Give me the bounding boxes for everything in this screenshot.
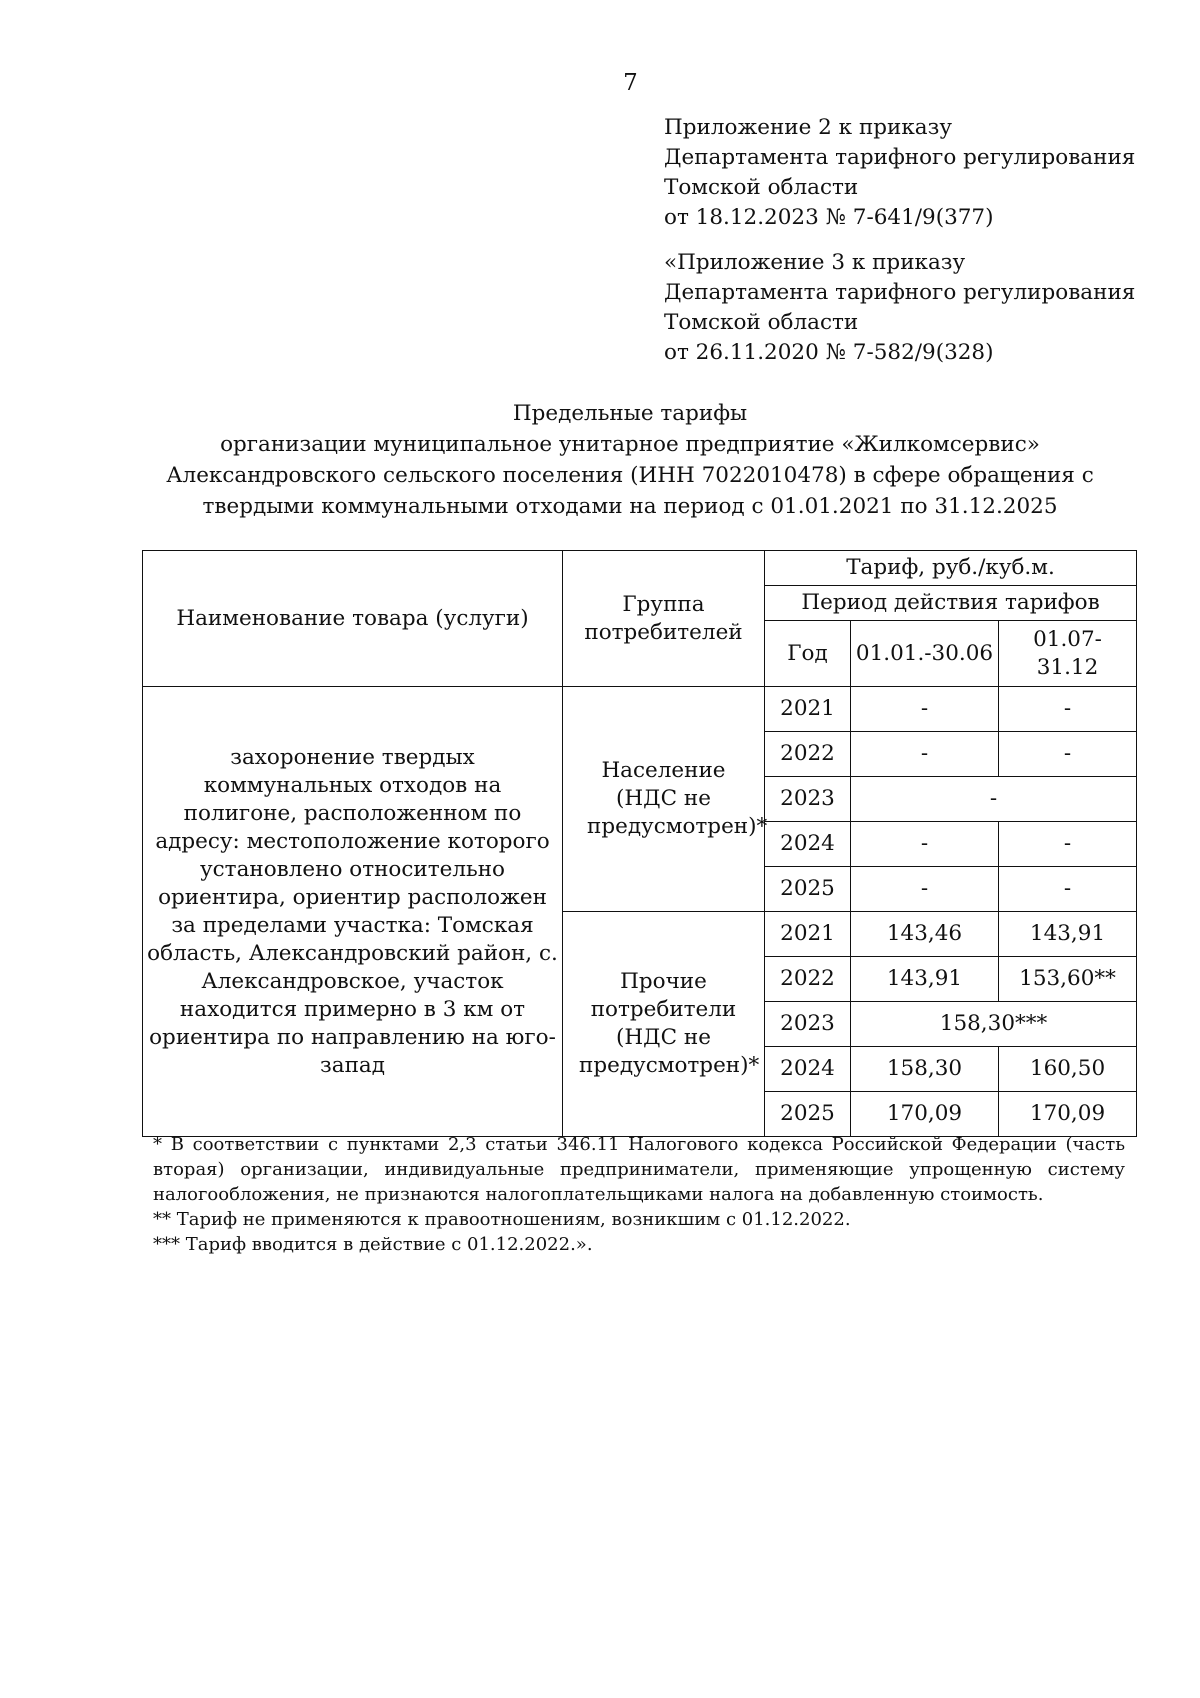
- tariff-cell: -: [851, 687, 999, 732]
- tariff-cell: -: [999, 732, 1137, 777]
- year-cell: 2023: [765, 777, 851, 822]
- appendix-line: Департамента тарифного регулирования: [664, 280, 1136, 305]
- appendix-line: Томской области: [664, 175, 859, 200]
- tariff-cell: -: [851, 822, 999, 867]
- year-cell: 2021: [765, 912, 851, 957]
- tariff-cell: 170,09: [851, 1092, 999, 1137]
- service-name: захоронение твердых коммунальных отходов на полигоне, расположенном по адресу: местоположение которого установлено относительно ориентира, ориентир расположен за пределами участка: Томская область, Александровский район, с. Александровское, участок находится примерно в 3 км от ориентира по направлению на юго-запад: [143, 687, 563, 1137]
- tariff-cell: -: [851, 732, 999, 777]
- tariff-cell-merged: -: [851, 777, 1137, 822]
- tariff-cell: 143,91: [999, 912, 1137, 957]
- appendix-line: Томской области: [664, 310, 859, 335]
- year-cell: 2022: [765, 732, 851, 777]
- footnotes: [153, 1132, 1125, 1257]
- appendix-line: Департамента тарифного регулирования: [664, 145, 1136, 170]
- footnote: *** Тариф вводится в действие с 01.12.2022.».: [153, 1234, 593, 1255]
- tariff-cell: 143,91: [851, 957, 999, 1002]
- tariff-cell: 160,50: [999, 1047, 1137, 1092]
- footnote: * В соответствии с пунктами 2,3 статьи 346.11 Налогового кодекса Российской Федерации (часть вторая) организации, индивидуальные предприниматели, применяющие упрощенную систему налогообложения, не признаются налогоплательщиками налога на добавленную стоимость.: [153, 1134, 1125, 1205]
- appendix-current: [664, 113, 1135, 233]
- year-cell: 2024: [765, 822, 851, 867]
- appendix-line: от 26.11.2020 № 7-582/9(328): [664, 340, 994, 365]
- appendix-line: «Приложение 3 к приказу: [664, 250, 966, 275]
- tariff-cell: 158,30: [851, 1047, 999, 1092]
- appendix-line: Приложение 2 к приказу: [664, 115, 953, 140]
- year-cell: 2025: [765, 1092, 851, 1137]
- title-line: Александровского сельского поселения (ИНН 7022010478) в сфере обращения с: [166, 463, 1094, 488]
- year-cell: 2022: [765, 957, 851, 1002]
- year-cell: 2024: [765, 1047, 851, 1092]
- title-line: организации муниципальное унитарное предприятие «Жилкомсервис»: [220, 432, 1040, 457]
- tariff-cell: -: [851, 867, 999, 912]
- header-half1: 01.01.-30.06: [851, 621, 999, 687]
- title-line: твердыми коммунальными отходами на период с 01.01.2021 по 31.12.2025: [202, 494, 1058, 519]
- year-cell: 2025: [765, 867, 851, 912]
- tariff-cell: 170,09: [999, 1092, 1137, 1137]
- group-population: Население (НДС не предусмотрен)*: [563, 687, 765, 912]
- tariff-table: [142, 550, 1137, 1137]
- group-other: Прочие потребители (НДС не предусмотрен)*: [563, 912, 765, 1137]
- tariff-cell-merged: 158,30***: [851, 1002, 1137, 1047]
- header-service: Наименование товара (услуги): [143, 551, 563, 687]
- header-group: Группа потребителей: [563, 551, 765, 687]
- header-tariff: Тариф, руб./куб.м.: [765, 551, 1137, 586]
- header-year: Год: [765, 621, 851, 687]
- year-cell: 2021: [765, 687, 851, 732]
- tariff-cell: -: [999, 867, 1137, 912]
- tariff-cell: -: [999, 822, 1137, 867]
- tariff-cell: 143,46: [851, 912, 999, 957]
- footnote: ** Тариф не применяются к правоотношениям, возникшим с 01.12.2022.: [153, 1209, 851, 1230]
- document-title: [130, 398, 1130, 522]
- year-cell: 2023: [765, 1002, 851, 1047]
- page-number: 7: [623, 70, 638, 96]
- header-half2: 01.07-31.12: [999, 621, 1137, 687]
- appendix-line: от 18.12.2023 № 7-641/9(377): [664, 205, 994, 230]
- appendix-previous: [664, 248, 1135, 368]
- tariff-cell: -: [999, 687, 1137, 732]
- header-period: Период действия тарифов: [765, 586, 1137, 621]
- tariff-cell: 153,60**: [999, 957, 1137, 1002]
- title-line: Предельные тарифы: [512, 401, 748, 426]
